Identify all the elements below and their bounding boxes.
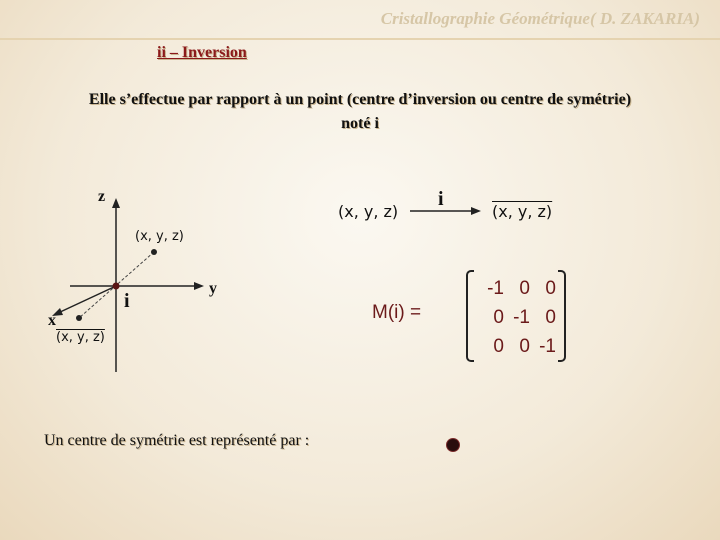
- matrix-cell: 0: [545, 307, 556, 328]
- matrix-row-3: [478, 336, 556, 358]
- matrix-row-1: [478, 278, 556, 300]
- x-axis-label: x: [48, 312, 56, 329]
- matrix-row-2: [478, 307, 556, 329]
- intro-line-2: noté i: [341, 115, 379, 132]
- matrix-cell: -1: [539, 336, 556, 357]
- matrix-right-bracket: [558, 270, 566, 362]
- matrix-cell: 0: [493, 307, 504, 328]
- matrix-cell: 0: [519, 278, 530, 299]
- transform-target: (x, y, z): [492, 202, 553, 221]
- intro-line-1: Elle s’effectue par rapport à un point (centre d’inversion ou centre de symétrie): [88, 91, 632, 108]
- matrix-cell: -1: [487, 278, 504, 299]
- point-label: (x, y, z): [135, 229, 184, 244]
- y-axis-label: y: [209, 280, 217, 297]
- matrix-left-bracket: [466, 270, 474, 362]
- transform-operator: i: [438, 188, 444, 210]
- matrix-label: M(i) =: [372, 302, 422, 323]
- point-m-prime: [76, 315, 82, 321]
- matrix-cell: -1: [513, 307, 530, 328]
- matrix-cell: 0: [519, 336, 530, 357]
- symmetry-center-icon: [446, 438, 460, 452]
- point-m: [151, 249, 157, 255]
- transform-source: (x, y, z): [338, 202, 399, 221]
- section-title: ii – Inversion: [157, 44, 247, 61]
- center-label: i: [124, 290, 130, 312]
- matrix-cell: 0: [493, 336, 504, 357]
- x-axis: [58, 286, 116, 313]
- image-point-label: (x, y, z): [56, 330, 105, 345]
- z-axis-arrow: [112, 198, 120, 208]
- center-point: [113, 283, 120, 290]
- symmetry-caption: Un centre de symétrie est représenté par :: [44, 432, 310, 449]
- matrix-cell: 0: [545, 278, 556, 299]
- inversion-matrix: [462, 270, 570, 360]
- transform-arrow-head: [471, 207, 481, 215]
- y-axis-arrow: [194, 282, 204, 290]
- header-title: Cristallographie Géométrique( D. ZAKARIA): [380, 9, 700, 28]
- z-axis-label: z: [98, 188, 106, 205]
